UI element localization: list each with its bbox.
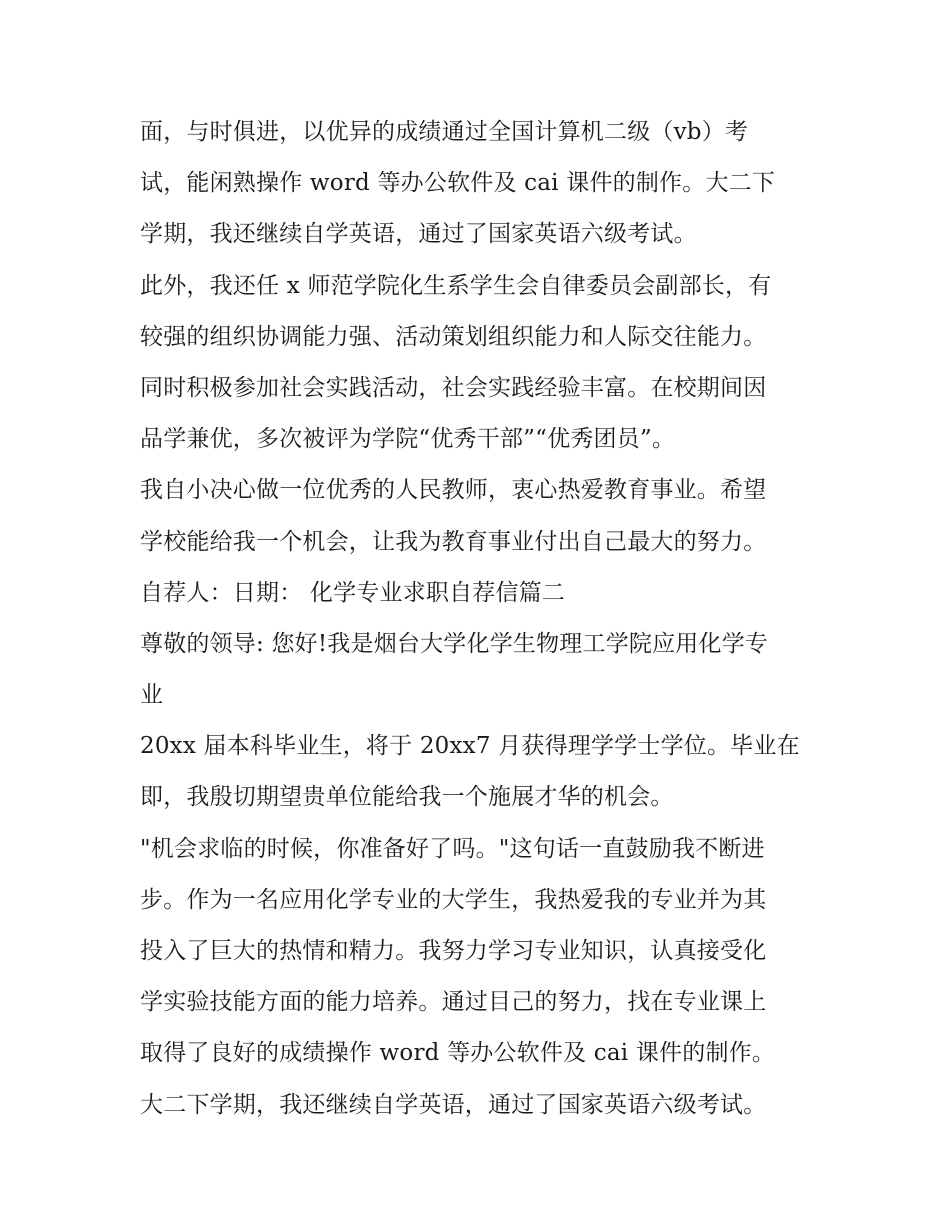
- text-line: 投入了巨大的热情和精力。我努力学习专业知识，认真接受化: [140, 938, 767, 964]
- text-line: 20xx 届本科毕业生，将于 20xx7 月获得理学学士学位。毕业在: [140, 733, 800, 760]
- text-line: 学期，我还继续自学英语，通过了国家英语六级考试。: [140, 221, 697, 248]
- text-line: 我自小决心做一位优秀的人民教师，衷心热爱教育事业。希望: [140, 477, 767, 504]
- text-line: 业: [140, 682, 164, 709]
- salutation-line: 尊敬的领导: 您好!我是烟台大学化学生物理工学院应用化学专: [140, 630, 769, 657]
- letter-body: [140, 107, 820, 1131]
- text-line: 同时积极参加社会实践活动，社会实践经验丰富。在校期间因: [140, 374, 767, 401]
- text-line: 即，我殷切期望贵单位能给我一个施展才华的机会。: [140, 784, 674, 811]
- text-line: 大二下学期，我还继续自学英语，通过了国家英语六级考试。: [140, 1091, 767, 1118]
- text-line: 较强的组织协调能力强、活动策划组织能力和人际交往能力。: [140, 323, 767, 350]
- text-line: 面，与时俱进，以优异的成绩通过全国计算机二级（vb）考: [140, 119, 749, 145]
- signature-and-heading-line: 自荐人：日期： 化学专业求职自荐信篇二: [140, 579, 566, 606]
- text-line: 学实验技能方面的能力培养。通过目己的努力，找在专业课上: [140, 989, 767, 1016]
- text-line: 此外，我还任 x 师范学院化生系学生会自律委员会副部长，有: [140, 272, 772, 299]
- text-line: "机会求临的时候，你准备好了吗。"这句话一直鼓励我不断进: [140, 835, 765, 862]
- text-line: 步。作为一名应用化学专业的大学生，我热爱我的专业并为其: [140, 886, 767, 913]
- text-line: 品学兼优，多次被评为学院“优秀干部”“优秀团员”。: [140, 426, 676, 453]
- text-line: 取得了良好的成绩操作 word 等办公软件及 cai 课件的制作。: [140, 1040, 776, 1067]
- text-line: 学校能给我一个机会，让我为教育事业付出自己最大的努力。: [140, 528, 767, 555]
- text-line: 试，能闲熟操作 word 等办公软件及 cai 课件的制作。大二下: [140, 170, 776, 197]
